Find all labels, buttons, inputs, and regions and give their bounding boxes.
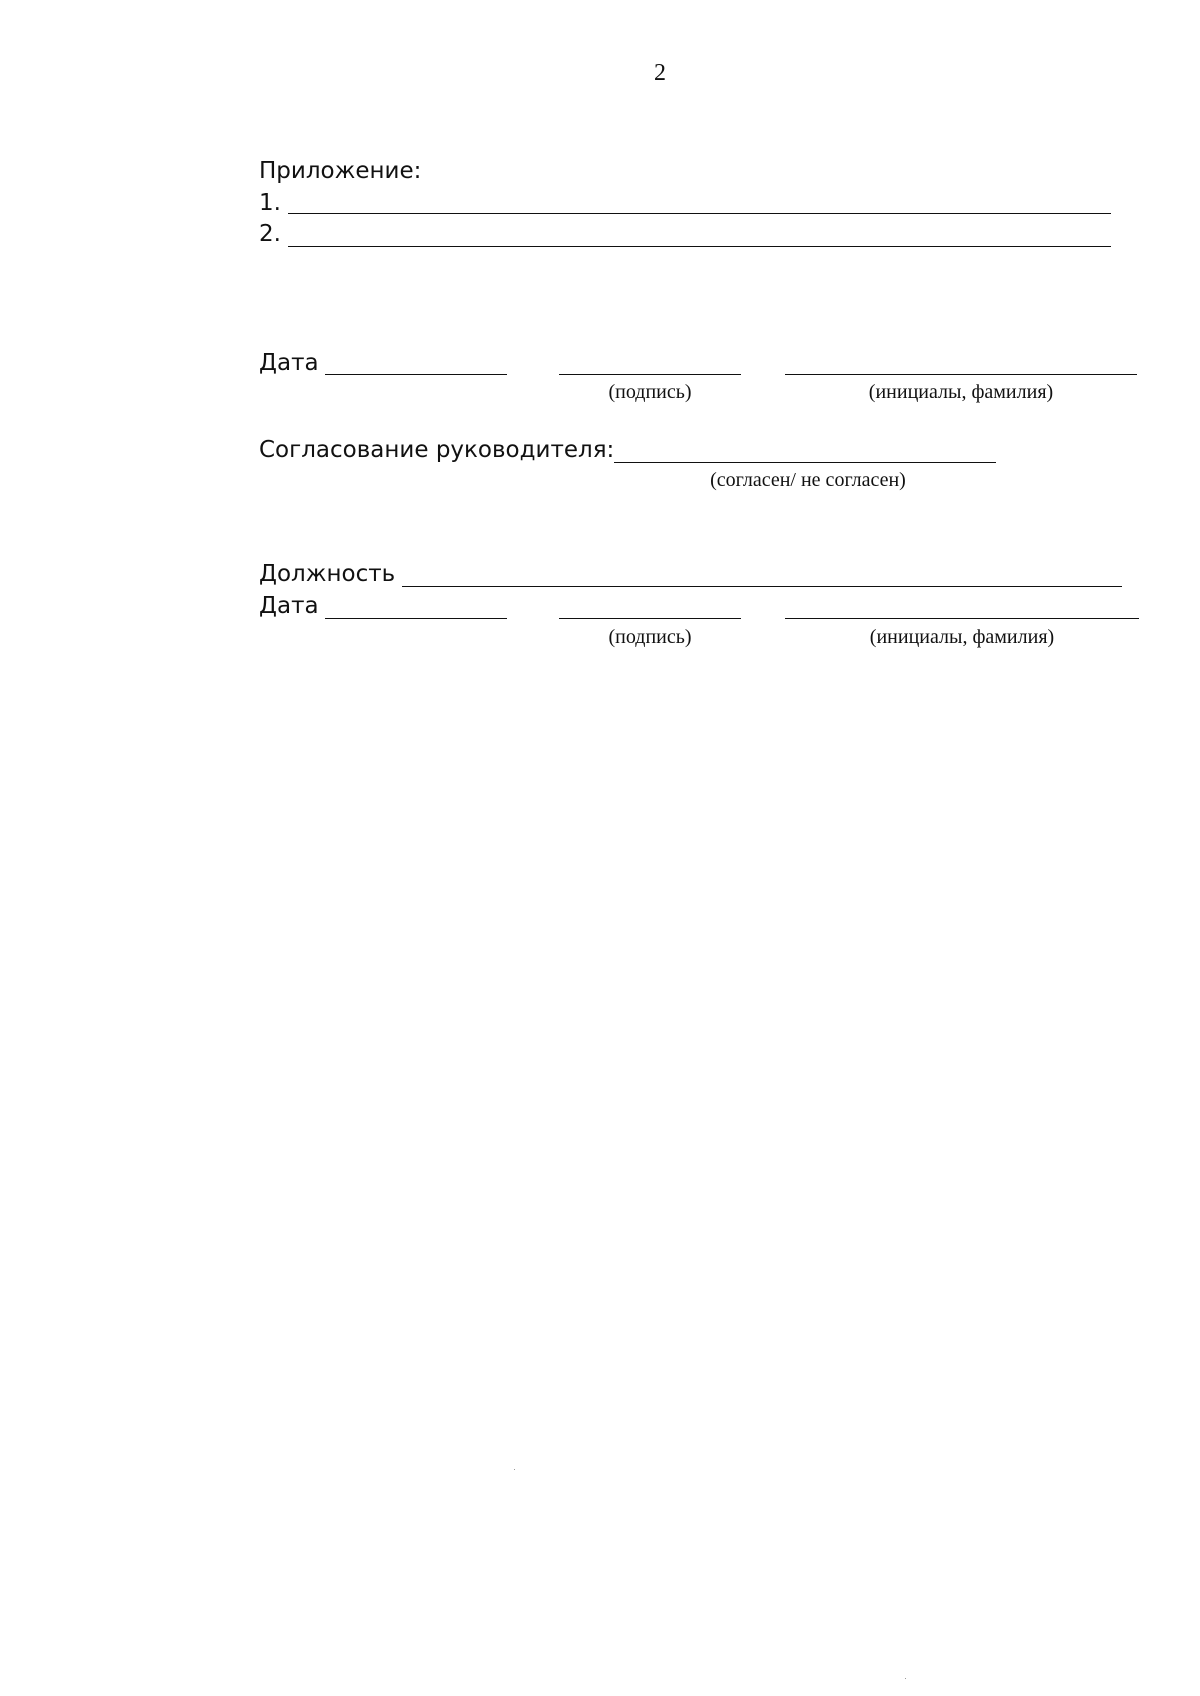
scan-speck xyxy=(905,1678,906,1679)
applicant-date-field[interactable] xyxy=(325,374,507,375)
attachment-item-2-field[interactable] xyxy=(288,246,1111,247)
attachment-item-2-number: 2. xyxy=(259,221,281,247)
approval-caption: (согласен/ не согласен) xyxy=(710,469,906,491)
manager-date-label: Дата xyxy=(259,593,319,619)
applicant-name-field[interactable] xyxy=(785,374,1137,375)
attachment-item-1-field[interactable] xyxy=(288,213,1111,214)
scan-speck xyxy=(514,1469,515,1470)
approval-label: Согласование руководителя: xyxy=(259,437,615,463)
attachment-item-1-number: 1. xyxy=(259,190,281,216)
position-field[interactable] xyxy=(402,586,1122,587)
manager-signature-caption: (подпись) xyxy=(608,626,692,648)
manager-signature-field[interactable] xyxy=(559,618,741,619)
applicant-date-label: Дата xyxy=(259,350,319,376)
position-label: Должность xyxy=(259,561,396,587)
manager-date-field[interactable] xyxy=(325,618,507,619)
applicant-name-caption: (инициалы, фамилия) xyxy=(868,381,1054,403)
page-number: 2 xyxy=(654,60,666,86)
attachments-heading: Приложение: xyxy=(259,158,422,184)
applicant-signature-caption: (подпись) xyxy=(608,381,692,403)
manager-name-field[interactable] xyxy=(785,618,1139,619)
applicant-signature-field[interactable] xyxy=(559,374,741,375)
approval-field[interactable] xyxy=(614,462,996,463)
manager-name-caption: (инициалы, фамилия) xyxy=(869,626,1055,648)
